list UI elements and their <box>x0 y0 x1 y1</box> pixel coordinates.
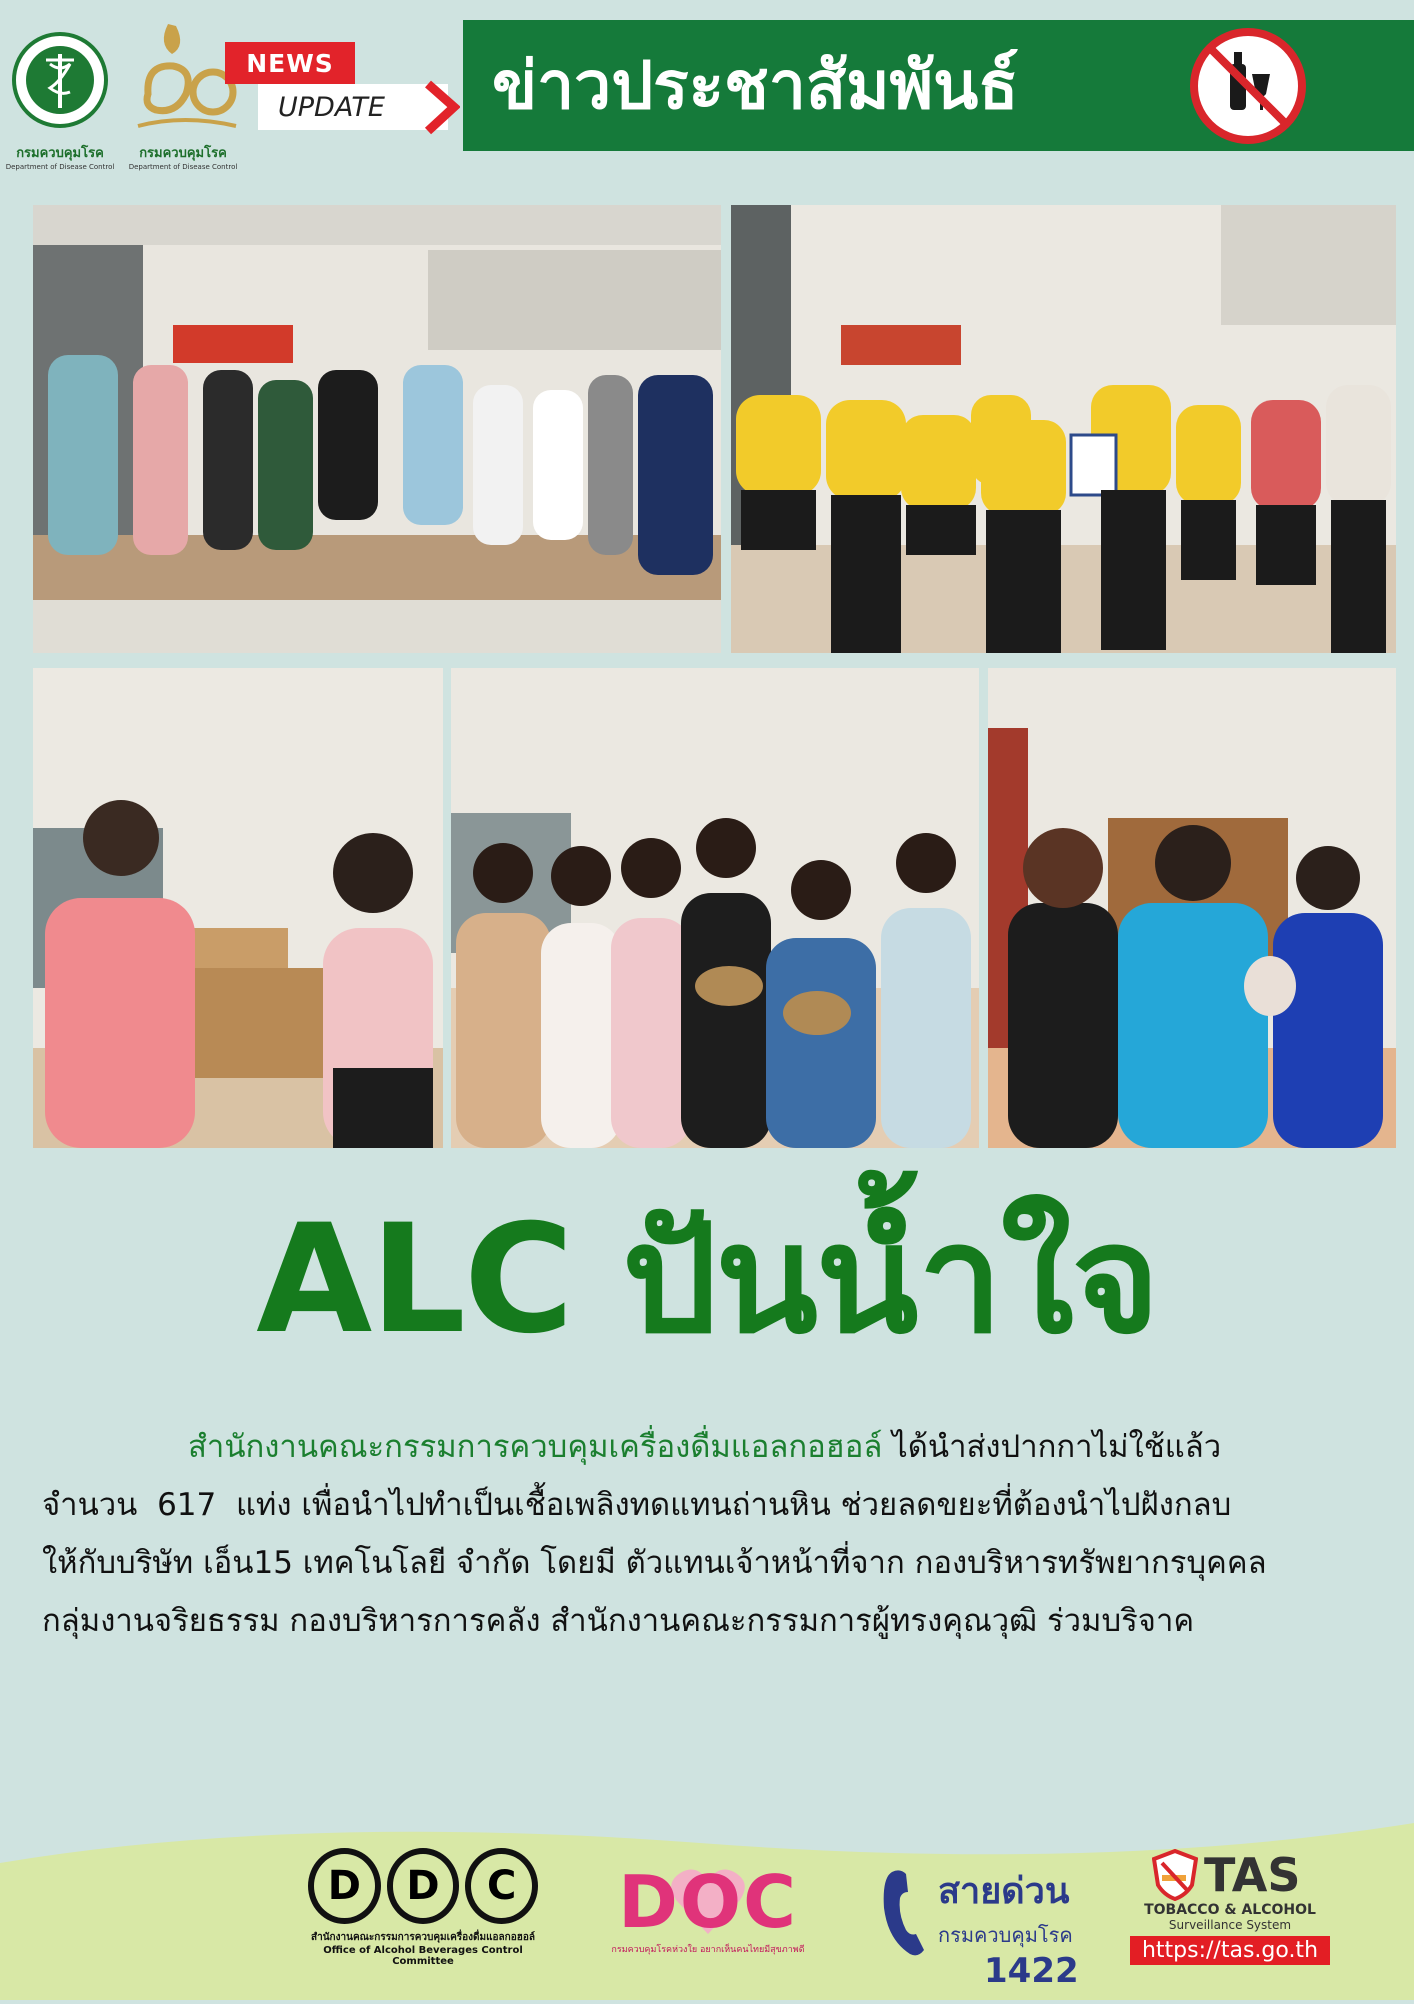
tas-sub1: TOBACCO & ALCOHOL <box>1144 1902 1316 1918</box>
ddc-letter-d1: D <box>308 1848 381 1924</box>
ddc-letter-c: C <box>465 1848 538 1924</box>
tas-name: TAS <box>1204 1848 1301 1902</box>
tas-url-link[interactable]: https://tas.go.th <box>1130 1936 1330 1965</box>
ministry-seal-icon <box>6 30 114 138</box>
update-label: UPDATE <box>258 84 448 130</box>
photo-group-handover-1 <box>33 205 721 653</box>
photo-group-yellow-shirts <box>731 205 1396 653</box>
hotline-block <box>880 1862 1100 1991</box>
doc-logo <box>588 1862 828 1972</box>
ddc-caption-th: สำนักงานคณะกรรมการควบคุมเครื่องดื่มแอลกอฮอล์ <box>311 1932 535 1943</box>
headline: ALC ปันน้ำใจ <box>256 1193 1158 1367</box>
page-title: ข่าวประชาสัมพันธ์ <box>492 47 1019 124</box>
org-name: สำนักงานคณะกรรมการควบคุมเครื่องดื่มแอลกอฮอล์ <box>188 1429 883 1465</box>
moph-logo <box>6 30 114 138</box>
tas-sub2: Surveillance System <box>1168 1918 1292 1932</box>
ddc-caption-en: Office of Alcohol Beverages Control Committee <box>323 1945 523 1967</box>
photo-group-holding-pens <box>451 668 979 1148</box>
ddc-logo <box>308 1848 538 1967</box>
dept-name-en: Department of Disease Control <box>5 163 115 171</box>
hotline-label: สายด่วน <box>938 1871 1070 1912</box>
body-line-4: กลุ่มงานจริยธรรม กองบริหารการคลัง สำนักงานคณะกรรมการผู้ทรงคุณวุฒิ ร่วมบริจาค <box>42 1603 1195 1639</box>
body-paragraph <box>42 1418 1372 1650</box>
dept-name-th: กรมควบคุมโรค <box>16 146 104 161</box>
doc-caption: กรมควบคุมโรคห่วงใย อยากเห็นคนไทยมีสุขภาพดี <box>611 1945 805 1955</box>
news-badge: NEWS <box>225 42 355 84</box>
hotline-number: 1422 <box>984 1951 1079 1991</box>
no-alcohol-icon <box>1190 28 1306 144</box>
body-line-2: จำนวน 617 แท่ง เพื่อนำไปทำเป็นเชื้อเพลิงทดแทนถ่านหิน ช่วยลดขยะที่ต้องนำไปฝังกลบ <box>42 1487 1232 1523</box>
chevron-right-icon <box>420 80 460 135</box>
dept-name-en-2: Department of Disease Control <box>128 163 238 171</box>
photo-group-three <box>988 668 1396 1148</box>
ddc-letter-d2: D <box>387 1848 460 1924</box>
phone-icon <box>880 1868 930 1958</box>
doc-text: DOC <box>618 1860 798 1944</box>
dept-name-th-2: กรมควบคุมโรค <box>139 146 227 161</box>
tas-logo <box>1130 1848 1330 1978</box>
hotline-org: กรมควบคุมโรค <box>938 1923 1073 1947</box>
body-line-3: ให้กับบริษัท เอ็น15 เทคโนโลยี จำกัด โดยมี ตัวแทนเจ้าหน้าที่จาก กองบริหารทรัพยากรบุคคล <box>42 1545 1267 1581</box>
body-text-1: ได้นำส่งปากกาไม่ใช้แล้ว <box>882 1429 1222 1465</box>
photo-pen-box-handover <box>33 668 443 1148</box>
shield-no-smoking-icon <box>1152 1849 1198 1901</box>
body-line-1 <box>42 1418 1372 1476</box>
